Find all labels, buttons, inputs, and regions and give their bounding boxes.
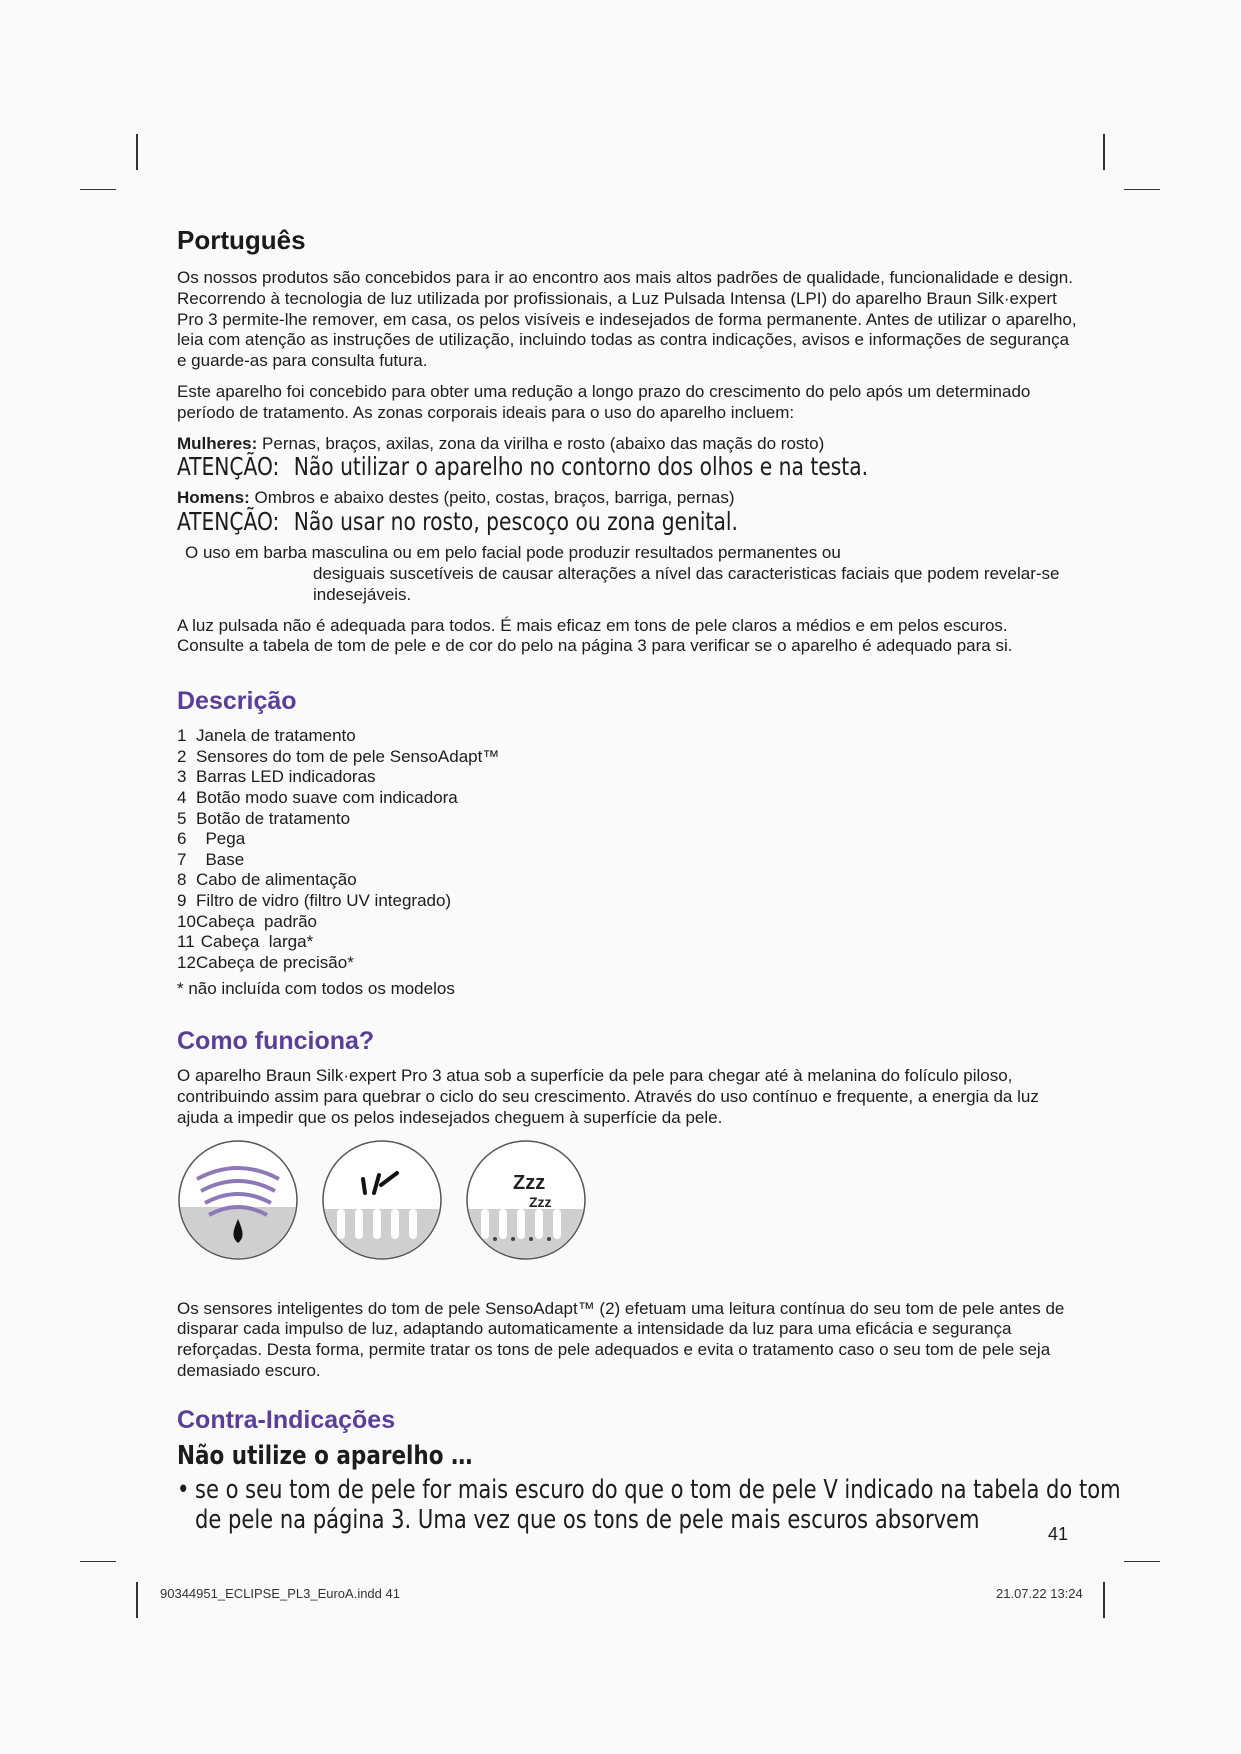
page-title: Português [177,225,306,255]
description-list [177,726,1077,973]
item-number: 2 [177,746,187,766]
description-item [177,953,1077,974]
description-item [177,850,1077,871]
bullet-icon: • [177,1474,190,1505]
item-number: 8 [177,870,187,890]
women-text: Pernas, braços, axilas, zona da virilha e rosto (abaixo das maçãs do rosto) [262,433,825,453]
description-footnote: * não incluída com todos os modelos [177,979,455,999]
women-zones [177,434,1077,455]
item-label: Cabeça padrão [196,911,317,931]
illustration-row [177,1139,1077,1261]
crop-mark [1124,1561,1160,1562]
item-label: Barras LED indicadoras [196,767,376,787]
item-label: Sensores do tom de pele SensoAdapt™ [196,746,500,766]
item-label: Cabeça de precisão* [196,952,354,972]
item-label: Cabo de alimentação [196,870,357,890]
light-pulse-illustration [177,1139,299,1261]
men-note-line2: desiguais suscetíveis de causar alterações a nível das caracteristicas faciais que podem revelar-se indesejáveis. [313,563,1060,604]
contra-bullet [177,1475,1149,1535]
description-item [177,829,1077,850]
description-item [177,767,1077,788]
item-number: 10 [177,911,196,931]
item-number: 6 [177,829,187,849]
crop-mark [136,1582,138,1618]
description-item [177,747,1077,768]
crop-mark [1103,134,1105,170]
intro-paragraph: Os nossos produtos são concebidos para ir ao encontro aos mais altos padrões de qualidade, funcionalidade e design. Recorrendo à tecnologia de luz utilizada por profissionais, a Luz Pulsada Intensa (LPI) do aparelho Braun Silk·expert Pro 3 permite-lhe remover, em casa, os pelos visíveis e indesejados de forma permanente. Antes de utilizar o aparelho, leia com atenção as instruções de utilização, incluindo todas as contra indicações, avisos e informações de segurança e guarde-as para consulta futura. [177,268,1077,371]
how-heading: Como funciona? [177,1027,375,1056]
zzz-large: Zzz [513,1171,546,1194]
item-label: Filtro de vidro (filtro UV integrado) [196,890,452,910]
item-number: 1 [177,726,187,746]
page-number: 41 [1048,1524,1069,1544]
item-label: Botão de tratamento [196,808,351,828]
description-item [177,788,1077,809]
contra-bullet-text: se o seu tom de pele for mais escuro do que o tom de pele V indicado na tabela do tom de pele na página 3. Uma vez que os tons de pele mais escuros absorvem [195,1474,1121,1535]
item-number: 7 [177,849,187,869]
zzz-small: Zzz [529,1193,552,1210]
item-number: 9 [177,890,187,910]
crop-mark [136,134,138,170]
description-item [177,932,1077,953]
item-number: 3 [177,767,187,787]
item-label: Pega [196,829,246,849]
item-label: Cabeça larga* [196,932,314,952]
description-heading: Descrição [177,687,297,716]
intro-paragraph-2: Este aparelho foi concebido para obter uma redução a longo prazo do crescimento do pelo após um determinado período de tratamento. As zonas corporais ideais para o uso do aparelho incluem: [177,381,1031,422]
crop-mark [80,1561,116,1562]
item-number: 4 [177,787,187,807]
sensor-paragraph: Os sensores inteligentes do tom de pele SensoAdapt™ (2) efetuam uma leitura contínua do seu tom de pele antes de disparar cada impulso de luz, adaptando automaticamente a intensidade da luz para uma eficácia e segurança reforçadas. Desta forma, permite tratar os tons de pele adequados e evita o tratamento caso o seu tom de pele seja demasiado escuro. [177,1298,1065,1381]
slug-filename: 90344951_ECLIPSE_PL3_EuroA.indd 41 [160,1586,400,1601]
contra-subheading: Não utilize o aparelho … [177,1440,473,1471]
men-warning-text: Não usar no rosto, pescoço ou zona genital. [293,507,738,537]
contra-heading: Contra-Indicações [177,1405,396,1434]
item-number: 12 [177,952,196,972]
crop-mark [1124,189,1160,190]
description-item [177,726,1077,747]
how-paragraph: O aparelho Braun Silk·expert Pro 3 atua sob a superfície da pele para chegar até à melanina do folículo piloso, contribuindo assim para quebrar o ciclo do seu crescimento. Através do uso contínuo e frequente, a energia da luz ajuda a impedir que os pelos indesejados cheguem à superfície da pele. [177,1066,1039,1127]
men-note [185,543,1077,605]
women-warning-text: Não utilizar o aparelho no contorno dos olhos e na testa. [293,452,869,482]
women-warning [177,452,987,482]
hair-growth-illustration [321,1139,443,1261]
women-label: Mulheres: [177,433,258,453]
skin-tone-paragraph: A luz pulsada não é adequada para todos. É mais eficaz em tons de pele claros a médios e em pelos escuros. Consulte a tabela de tom de pele e de cor do pelo na página 3 para verificar se o aparelho é adequado para si. [177,615,1013,656]
crop-mark [80,189,116,190]
men-label: Homens: [177,488,250,508]
dormant-follicle-illustration [465,1139,587,1261]
description-item [177,891,1077,912]
item-label: Base [196,849,245,869]
description-item [177,870,1077,891]
item-number: 5 [177,808,187,828]
item-number: 11 [177,932,195,952]
warning-label: ATENÇÃO: [177,452,280,482]
slug-timestamp: 21.07.22 13:24 [996,1586,1083,1601]
crop-mark [1103,1582,1105,1618]
description-item [177,912,1077,933]
men-note-line1: O uso em barba masculina ou em pelo facial pode produzir resultados permanentes ou [185,543,841,563]
description-item [177,809,1077,830]
warning-label: ATENÇÃO: [177,507,280,537]
item-label: Botão modo suave com indicadora [196,787,458,807]
men-zones [177,488,1077,509]
men-warning [177,507,987,537]
page-content [177,225,1121,1535]
men-text: Ombros e abaixo destes (peito, costas, braços, barriga, pernas) [254,488,735,508]
item-label: Janela de tratamento [196,726,356,746]
